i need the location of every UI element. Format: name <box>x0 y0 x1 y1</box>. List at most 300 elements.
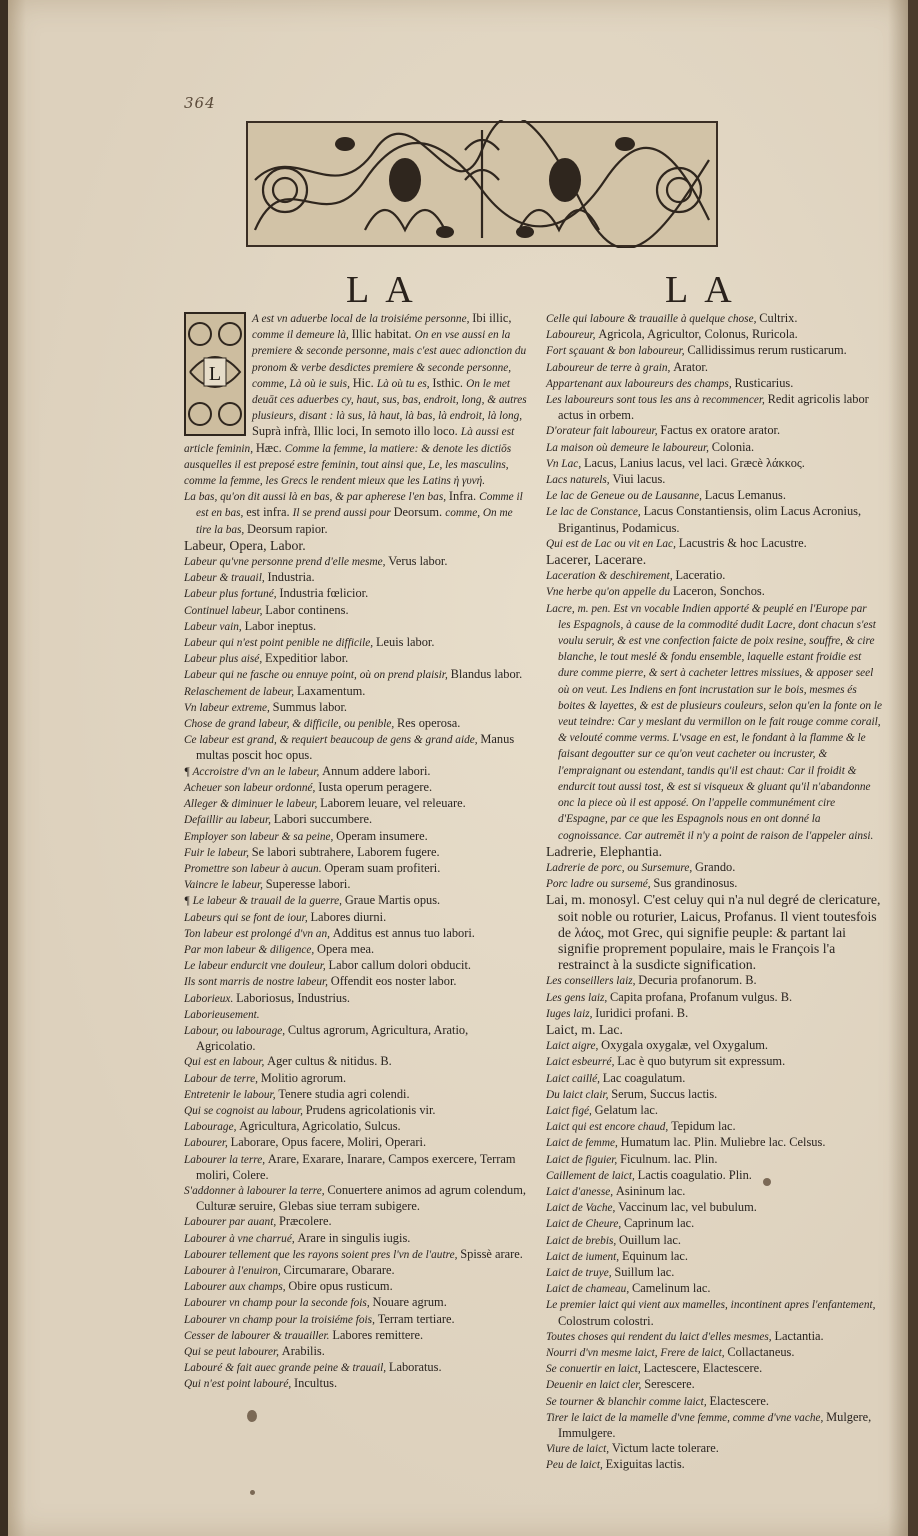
dictionary-entry <box>184 570 529 586</box>
latin-text: Industria. <box>267 570 315 585</box>
latin-text: Exiguitas lactis. <box>605 1457 685 1472</box>
latin-text: Labori succumbere. <box>273 812 373 827</box>
latin-text: Rusticarius. <box>734 375 794 390</box>
french-text: Là où tu es, <box>376 377 433 390</box>
french-text: Laict de brebis, <box>546 1234 620 1247</box>
dictionary-entry <box>546 973 882 989</box>
dictionary-entry <box>546 343 882 359</box>
latin-text: Manus multas poscit hoc opus. <box>196 732 515 763</box>
french-text: Fuir le labeur, <box>184 846 252 859</box>
latin-text: Isthic. <box>432 375 467 390</box>
latin-text: Leuis labor. <box>375 635 435 650</box>
latin-text: Hic. <box>352 375 377 390</box>
french-text: Labourer vn champ pour la seconde fois, <box>184 1297 373 1310</box>
french-text: Les conseillers laiz, <box>546 975 639 988</box>
french-text: Appartenant aux laboureurs des champs, <box>546 377 735 390</box>
dictionary-entry <box>546 440 882 456</box>
french-text: Qui se peut labourer, <box>184 1346 282 1358</box>
french-text: ¶ Le labeur & trauail de la guerre, <box>184 895 345 908</box>
french-text: Caillement de laict, <box>546 1169 638 1182</box>
dictionary-entry <box>546 1441 882 1457</box>
dictionary-entry <box>184 1183 529 1214</box>
dictionary-entry <box>184 1263 529 1279</box>
dictionary-entry <box>546 844 882 860</box>
latin-text: Offendit eos noster labor. <box>330 974 457 989</box>
latin-text: Terram tertiare. <box>377 1311 455 1326</box>
headword: Ladrerie, <box>546 843 600 859</box>
french-text: Deuenir en laict cler, <box>546 1379 645 1392</box>
dictionary-entry <box>184 1152 529 1183</box>
latin-text: Elephantia. <box>599 843 663 859</box>
latin-text: Suprà infrà, Illic loci, In semoto illo loco. <box>252 424 461 439</box>
dictionary-entry <box>546 423 882 439</box>
dictionary-entry <box>546 1038 882 1054</box>
dictionary-entry <box>546 311 882 327</box>
dictionary-entry <box>184 877 529 893</box>
page-number: 364 <box>184 94 216 112</box>
right-column-header: LA <box>665 269 748 311</box>
headword: Lacerer, <box>546 552 595 568</box>
latin-text: Redit agricolis labor actus in orbem. <box>558 392 869 423</box>
latin-text: Laxamentum. <box>296 683 366 698</box>
french-text: Labourer à l'enuiron, <box>184 1264 284 1277</box>
french-text: Labourer par auant, <box>184 1216 279 1229</box>
dictionary-entry <box>184 1103 529 1119</box>
dictionary-entry <box>184 619 529 635</box>
latin-text: Humatum lac. Plin. Muliebre lac. Celsus. <box>620 1135 826 1150</box>
french-text: Cesser de labourer & trauailler. <box>184 1329 333 1342</box>
headword: Labeur, <box>184 537 230 553</box>
dictionary-entry <box>546 472 882 488</box>
french-text: Peu de laict, <box>546 1459 606 1472</box>
french-text: Tirer le laict de la mamelle d'vne femme, comme d'vne vache, <box>546 1411 827 1424</box>
ink-spot <box>247 1410 257 1422</box>
latin-text: Illic habitat. <box>351 327 415 342</box>
dictionary-entry <box>184 1344 529 1360</box>
dictionary-entry <box>546 892 882 973</box>
french-text: On le met deuāt ces aduerbes cy, haut, sus, bas, endroit, long, & autres plusieurs, disant : là sus, là haut, là bas, là endroit, là long, <box>252 377 527 423</box>
french-text: Laict de iument, <box>546 1250 622 1263</box>
dictionary-entry <box>546 1071 882 1087</box>
french-text: Laict de Vache, <box>546 1202 619 1215</box>
french-text: Qui est de Lac ou vit en Lac, <box>546 537 679 550</box>
latin-text: Annum addere labori. <box>322 763 431 778</box>
latin-text: Operam suam profiteri. <box>324 860 441 875</box>
latin-text: Colonia. <box>711 439 755 454</box>
latin-text: Lac coagulatum. <box>602 1070 686 1085</box>
french-text: Alleger & diminuer le labeur, <box>184 798 321 811</box>
dictionary-entry <box>546 1329 882 1345</box>
dictionary-entry <box>546 488 882 504</box>
french-text: Qui n'est point labouré, <box>184 1378 295 1391</box>
ink-spot <box>763 1178 771 1186</box>
dictionary-entry <box>546 360 882 376</box>
latin-text: Laboriosus, Industrius. <box>236 990 351 1005</box>
dictionary-entry <box>546 1087 882 1103</box>
latin-text: Graue Martis opus. <box>344 893 441 908</box>
dictionary-entry <box>546 536 882 552</box>
french-text: Laict de Cheure, <box>546 1218 625 1231</box>
latin-text: Lac è quo butyrum sit expressum. <box>617 1054 786 1069</box>
latin-text: Caprinum lac. <box>624 1216 695 1231</box>
french-text: Laict qui est encore chaud, <box>546 1121 672 1134</box>
latin-text: Serum, Succus lactis. <box>611 1086 718 1101</box>
latin-text: Summus labor. <box>272 699 348 714</box>
french-text: Labeur qui n'est point penible ne difficile, <box>184 637 376 650</box>
french-text: Laict de femme, <box>546 1137 621 1150</box>
french-text: Labeur vain, <box>184 620 245 633</box>
latin-text: Lacus, Lanius lacus, vel laci. Græcè λάκκος. <box>583 455 805 470</box>
latin-text: Lactis coagulatio. Plin. <box>637 1167 752 1182</box>
french-text: Le lac de Geneue ou de Lausanne, <box>546 490 705 503</box>
dictionary-entry <box>184 845 529 861</box>
latin-text: Arare, Exarare, Inarare, Campos exercere, Terram moliri, Colere. <box>196 1151 516 1182</box>
french-text: Celle qui laboure & trauaille à quelque chose, <box>546 313 760 325</box>
latin-text: Labor ineptus. <box>244 618 317 633</box>
latin-text: Additus est annus tuo labori. <box>332 925 475 940</box>
latin-text: Labores remittere. <box>332 1327 424 1342</box>
dictionary-entry <box>546 1233 882 1249</box>
french-text: Labourer la terre, <box>184 1153 268 1166</box>
french-text: Le premier laict qui vient aux mamelles, incontinent apres l'enfantement, <box>546 1299 876 1312</box>
dictionary-entry <box>546 1410 882 1441</box>
french-text: Labeur plus fortuné, <box>184 588 280 601</box>
dictionary-entry <box>546 1152 882 1168</box>
dictionary-entry <box>184 684 529 700</box>
latin-text: Iuridici profani. B. <box>595 1005 689 1020</box>
dictionary-entry <box>184 1054 529 1070</box>
dictionary-entry <box>546 1200 882 1216</box>
dictionary-entry <box>184 554 529 570</box>
french-text: Toutes choses qui rendent du laict d'elles mesmes, <box>546 1330 775 1343</box>
latin-text: Tenere studia agri colendi. <box>278 1086 410 1101</box>
latin-text: Viui lacus. <box>612 472 666 487</box>
latin-text: Ibi illic, <box>472 311 512 325</box>
latin-text: Arator. <box>673 359 708 374</box>
dictionary-entry <box>184 651 529 667</box>
left-column-header: LA <box>346 269 429 311</box>
french-text: Continuel labeur, <box>184 604 266 617</box>
french-text: Laict de truye, <box>546 1266 615 1279</box>
latin-text: Opera mea. <box>317 941 375 956</box>
dictionary-entry <box>546 1249 882 1265</box>
dictionary-entry <box>546 1216 882 1232</box>
latin-text: Suillum lac. <box>614 1264 675 1279</box>
dictionary-entry <box>546 990 882 1006</box>
dictionary-entry <box>546 584 882 600</box>
french-text: D'orateur fait laboureur, <box>546 425 661 438</box>
french-text: Iuges laiz, <box>546 1007 596 1020</box>
french-text: Vne herbe qu'on appelle du <box>546 586 673 599</box>
latin-text: Nouare agrum. <box>372 1295 447 1310</box>
dictionary-entry <box>546 1377 882 1393</box>
latin-text: Asininum lac. <box>615 1183 686 1198</box>
french-text: Labour, ou labourage, <box>184 1024 288 1037</box>
latin-text: Arare in singulis iugis. <box>297 1230 411 1245</box>
dictionary-entry <box>546 1184 882 1200</box>
latin-text: Operam insumere. <box>336 828 428 843</box>
french-text: Ils sont marris de nostre labeur, <box>184 976 331 989</box>
dictionary-entry <box>184 1214 529 1230</box>
french-text: Labeur qui ne fasche ou ennuye point, où on prend plaisir, <box>184 669 451 682</box>
french-text: Nourri d'vn mesme laict, Frere de laict, <box>546 1347 728 1359</box>
headword: Laict, <box>546 1021 582 1037</box>
dictionary-entry <box>184 1279 529 1295</box>
dictionary-entry <box>184 1247 529 1263</box>
latin-text: Lacus Lemanus. <box>704 488 786 503</box>
dictionary-entry <box>546 876 882 892</box>
french-text: Promettre son labeur à aucun. <box>184 862 325 875</box>
latin-text: Laicus, Profanus. <box>680 908 781 924</box>
french-text: Ladrerie de porc, ou Sursemure, <box>546 861 696 874</box>
french-text: Là aussi est article feminin, <box>184 426 515 455</box>
latin-text: Gelatum lac. <box>594 1102 658 1117</box>
dictionary-entry <box>184 716 529 732</box>
latin-text: Opera, Labor. <box>229 537 306 553</box>
french-text: Labour de terre, <box>184 1072 261 1085</box>
french-text: Labeur & trauail, <box>184 572 268 585</box>
latin-text: Iusta operum peragere. <box>318 779 433 794</box>
dictionary-entry <box>546 1168 882 1184</box>
french-text: Vn labeur extreme, <box>184 701 273 714</box>
dictionary-entry <box>546 1006 882 1022</box>
dictionary-entry <box>184 586 529 602</box>
dictionary-entry <box>546 601 882 844</box>
french-text: Laboureur, <box>546 329 599 342</box>
dictionary-entry <box>184 489 529 538</box>
latin-text: Deorsum. <box>393 505 446 520</box>
dictionary-entry <box>546 392 882 423</box>
latin-text: Præcolere. <box>279 1214 332 1229</box>
book-page <box>8 0 910 1536</box>
latin-text: Cultus agrorum, Agricultura, Aratio, Agricolatio. <box>196 1022 469 1054</box>
dictionary-entry <box>546 1103 882 1119</box>
french-text: Laborieux. <box>184 992 237 1005</box>
french-text: Laboureur de terre à grain, <box>546 361 674 374</box>
dictionary-entry <box>184 958 529 974</box>
dictionary-entry <box>184 1360 529 1376</box>
latin-text: Sus grandinosus. <box>653 876 738 891</box>
book-edge <box>908 0 918 1536</box>
dictionary-entry <box>184 1023 529 1054</box>
latin-text: est infra. <box>246 505 293 520</box>
latin-text: Obire opus rusticum. <box>288 1279 393 1294</box>
dictionary-entry <box>546 552 882 568</box>
latin-text: Circumarare, Obarare. <box>283 1262 395 1277</box>
dictionary-entry <box>184 991 529 1007</box>
ornamental-vignette <box>245 120 719 248</box>
dictionary-entry <box>546 1022 882 1038</box>
dictionary-entry <box>184 861 529 877</box>
french-text: Par mon labeur & diligence, <box>184 943 318 956</box>
dictionary-entry <box>184 1231 529 1247</box>
dictionary-entry <box>184 974 529 990</box>
french-text: Labourer à vne charrué, <box>184 1232 298 1245</box>
french-text: Le lac de Constance, <box>546 506 644 519</box>
dictionary-entry <box>546 456 882 472</box>
latin-text: Factus ex oratore arator. <box>660 423 781 438</box>
dictionary-entry <box>546 1457 882 1473</box>
dictionary-entry <box>546 1361 882 1377</box>
dictionary-entry <box>184 764 529 780</box>
latin-text: Elactescere. <box>709 1393 769 1408</box>
french-text: Comme la femme, la matiere: & denote les dictiōs ausquelles il est preposé estre feminin, tout ainsi que, Le, les masculins, comme la femme, les Grecs le rendent mieux que les Latins ἡ γυνή. <box>184 442 512 488</box>
french-text: A est vn aduerbe local de la troisiéme personne, <box>252 313 473 325</box>
dictionary-entry <box>546 504 882 535</box>
french-text: Laict de chameau, <box>546 1283 632 1296</box>
latin-text: Ficulnum. lac. Plin. <box>620 1151 718 1166</box>
dictionary-entry <box>546 1297 882 1328</box>
latin-text: Mulgere, Immulgere. <box>558 1409 872 1441</box>
latin-text: Laboratus. <box>388 1360 442 1375</box>
latin-text: Laborem leuare, vel releuare. <box>320 796 466 811</box>
dictionary-entry <box>184 1007 529 1023</box>
dictionary-entry <box>184 538 529 554</box>
french-text: Lacre, m. pen. Est vn vocable Indien apporté & peuplé en l'Europe par les Espagnols, à cause de la commodité dudit Lacre, dont chacun s'est voulu seruir, & est vne confection faicte de poix resine, souffre, & cire blanche, le tout meslé & fondu ensemble, laquelle estant froidie est dure comme pierre, & sert à cacheter lettres missiues, & apposer seel où on veut. Les Indiens en font incrustation sur le bois, mesmes és boites & layettes, & est de plusieurs couleurs, selon qu'en la fonte on le veut teindre: Car y meslant du vermillon on le fait rouge comme corail, & velouté comme verms. L'vsage en est, le fondant à la flamme & le faisant degoutter sur ce qu'on veut cacheter ou incruster, & l'empraignant ou estendant, tandis qu'il est chaut: Car il froidit & endurcit tout aussi tost, & est si visqueux & gluant qu'il n'abandonne onc la piece où il est apposé. On l'appelle communément cire d'Espagne, par ce que les Espagnols nous en ont donné la cognoissance. Car autremēt il n'y a point de raison de l'appeler ainsi. <box>546 602 883 842</box>
french-text: Labeurs qui se font de iour, <box>184 911 311 924</box>
french-text: Labouré & fait auec grande peine & trauail, <box>184 1362 389 1375</box>
french-text: ¶ Accroistre d'vn an le labeur, <box>184 765 323 778</box>
french-text: Laict figé, <box>546 1104 595 1117</box>
latin-text: Verus labor. <box>388 554 448 569</box>
latin-text: Equinum lac. <box>621 1248 689 1263</box>
latin-text: Laceratio. <box>675 568 726 583</box>
latin-text: Labores diurni. <box>310 909 387 924</box>
dictionary-entry <box>546 1281 882 1297</box>
dictionary-entry <box>184 1328 529 1344</box>
dictionary-entry <box>184 942 529 958</box>
french-text: S'addonner à labourer la terre, <box>184 1184 328 1197</box>
dictionary-entry <box>184 780 529 796</box>
latin-text: Lactantia. <box>774 1328 824 1343</box>
right-column <box>546 311 882 1474</box>
latin-text: Laceron, Sonchos. <box>672 584 765 599</box>
french-text: Laceration & deschirement, <box>546 570 676 583</box>
dictionary-entry <box>184 796 529 812</box>
french-text: Defaillir au labeur, <box>184 814 274 827</box>
latin-text: Spissè arare. <box>460 1246 523 1261</box>
dictionary-entry <box>184 635 529 651</box>
french-text: On en vse aussi en la premiere & seconde personne, mais c'est auec adionction du pronom & verbe desdictes premiere & seconde personne, comme, Là où ie suis, <box>252 329 527 390</box>
dictionary-entry <box>184 732 529 763</box>
latin-text: Lacustris & hoc Lacustre. <box>678 535 807 550</box>
latin-text: Res operosa. <box>397 716 461 731</box>
latin-text: Collactaneus. <box>727 1345 795 1359</box>
latin-text: Tepidum lac. <box>671 1119 736 1134</box>
dictionary-entry <box>184 893 529 909</box>
french-text: Labourer, <box>184 1137 231 1150</box>
latin-text: Camelinum lac. <box>631 1281 711 1296</box>
french-text: C'est celuy qui n'a nul degré de clericature, soit noble ou roturier, <box>558 892 881 924</box>
french-text: Les gens laiz, <box>546 991 611 1004</box>
french-text: Laict aigre, <box>546 1040 602 1053</box>
french-text: La maison où demeure le laboureur, <box>546 441 712 454</box>
latin-text: Ouillum lac. <box>619 1232 681 1247</box>
dictionary-entry <box>184 1119 529 1135</box>
french-text: Labeur plus aisé, <box>184 653 265 666</box>
ink-spot <box>250 1490 255 1495</box>
french-text: Chose de grand labeur, & difficile, ou penible, <box>184 718 398 731</box>
latin-text: Laborare, Opus facere, Moliri, Operari. <box>230 1135 427 1150</box>
dropcap-letter: L <box>208 363 222 385</box>
dictionary-entry <box>184 829 529 845</box>
french-text: Vaincre le labeur, <box>184 879 266 892</box>
dictionary-entry <box>546 860 882 876</box>
french-text: Qui se cognoist au labour, <box>184 1104 306 1117</box>
dictionary-entry <box>184 1312 529 1328</box>
french-text: Entretenir le labour, <box>184 1088 279 1101</box>
dictionary-entry <box>546 1135 882 1151</box>
french-text: Porc ladre ou sursemé, <box>546 878 654 891</box>
french-text: Laict de figuier, <box>546 1153 621 1166</box>
dictionary-entry <box>546 568 882 584</box>
french-text: Labourer tellement que les rayons soient pres l'vn de l'autre, <box>184 1248 461 1261</box>
latin-text: Labor callum dolori obducit. <box>328 958 471 973</box>
dictionary-entry <box>184 812 529 828</box>
french-text: Se tourner & blanchir comme laict, <box>546 1395 710 1408</box>
dictionary-entry <box>184 603 529 619</box>
latin-text: Serescere. <box>644 1377 695 1392</box>
french-text: Employer son labeur & sa peine, <box>184 830 337 843</box>
dictionary-entry <box>546 1119 882 1135</box>
french-text: Labourer aux champs, <box>184 1281 289 1294</box>
latin-text: Decuria profanorum. B. <box>638 973 757 988</box>
french-text: Le labeur endurcit vne douleur, <box>184 960 329 973</box>
latin-text: m. monosyl. <box>571 892 644 908</box>
french-text: comme, On me tire la bas, <box>196 507 513 536</box>
dictionary-entry <box>546 327 882 343</box>
headword: Lai, <box>546 892 572 908</box>
french-text: Laict esbeurré, <box>546 1056 618 1069</box>
french-text: Viure de laict, <box>546 1443 612 1456</box>
latin-text: Se labori subtrahere, Laborem fugere. <box>251 844 440 859</box>
latin-text: Lacus Constantiensis, olim Lacus Acronius, Brigantinus, Podamicus. <box>558 504 862 535</box>
dictionary-entry <box>546 1345 882 1361</box>
french-text: Acheuer son labeur ordonné, <box>184 781 319 794</box>
dictionary-entry <box>184 1071 529 1087</box>
french-text: Ton labeur est prolongé d'vn an, <box>184 927 333 940</box>
dictionary-entry <box>184 667 529 683</box>
french-text: Du laict clair, <box>546 1088 612 1101</box>
latin-text: Vaccinum lac, vel bubulum. <box>618 1200 757 1215</box>
latin-text: Expeditior labor. <box>264 651 349 666</box>
french-text: Labourer vn champ pour la troisiéme fois, <box>184 1313 378 1326</box>
french-text: Il se prend aussi pour <box>292 507 394 520</box>
french-text: Labourage, <box>184 1121 240 1134</box>
french-text: Laict caillé, <box>546 1072 603 1085</box>
latin-text: Molitio agrorum. <box>260 1070 347 1085</box>
decorated-initial <box>184 312 246 436</box>
latin-text: Incultus. <box>294 1376 338 1391</box>
french-text: Ce labeur est grand, & requiert beaucoup de gens & grand aide, <box>184 734 481 747</box>
french-text: Qui est en labour, <box>184 1056 268 1069</box>
latin-text: Conuertere animos ad agrum colendum, Culturæ seruire, Glebas siue terram subigere. <box>196 1182 526 1214</box>
dictionary-entry <box>184 1087 529 1103</box>
dictionary-entry <box>184 910 529 926</box>
french-text: Comme il est en bas, <box>196 491 523 520</box>
latin-text: Victum lacte tolerare. <box>611 1441 719 1456</box>
french-text: Fort sçauant & bon laboureur, <box>546 345 688 358</box>
latin-text: Agricultura, Agricolatio, Sulcus. <box>239 1119 401 1134</box>
latin-text: Agricola, Agricultor, Colonus, Ruricola. <box>598 327 798 342</box>
dictionary-entry <box>184 1135 529 1151</box>
latin-text: Lactescere, Elactescere. <box>643 1361 763 1376</box>
dictionary-entry <box>546 376 882 392</box>
dictionary-entry <box>184 1376 529 1392</box>
dictionary-entry <box>546 1265 882 1281</box>
latin-text: Oxygala oxygalæ, vel Oxygalum. <box>601 1038 769 1053</box>
latin-text: Hæc. <box>255 440 285 455</box>
